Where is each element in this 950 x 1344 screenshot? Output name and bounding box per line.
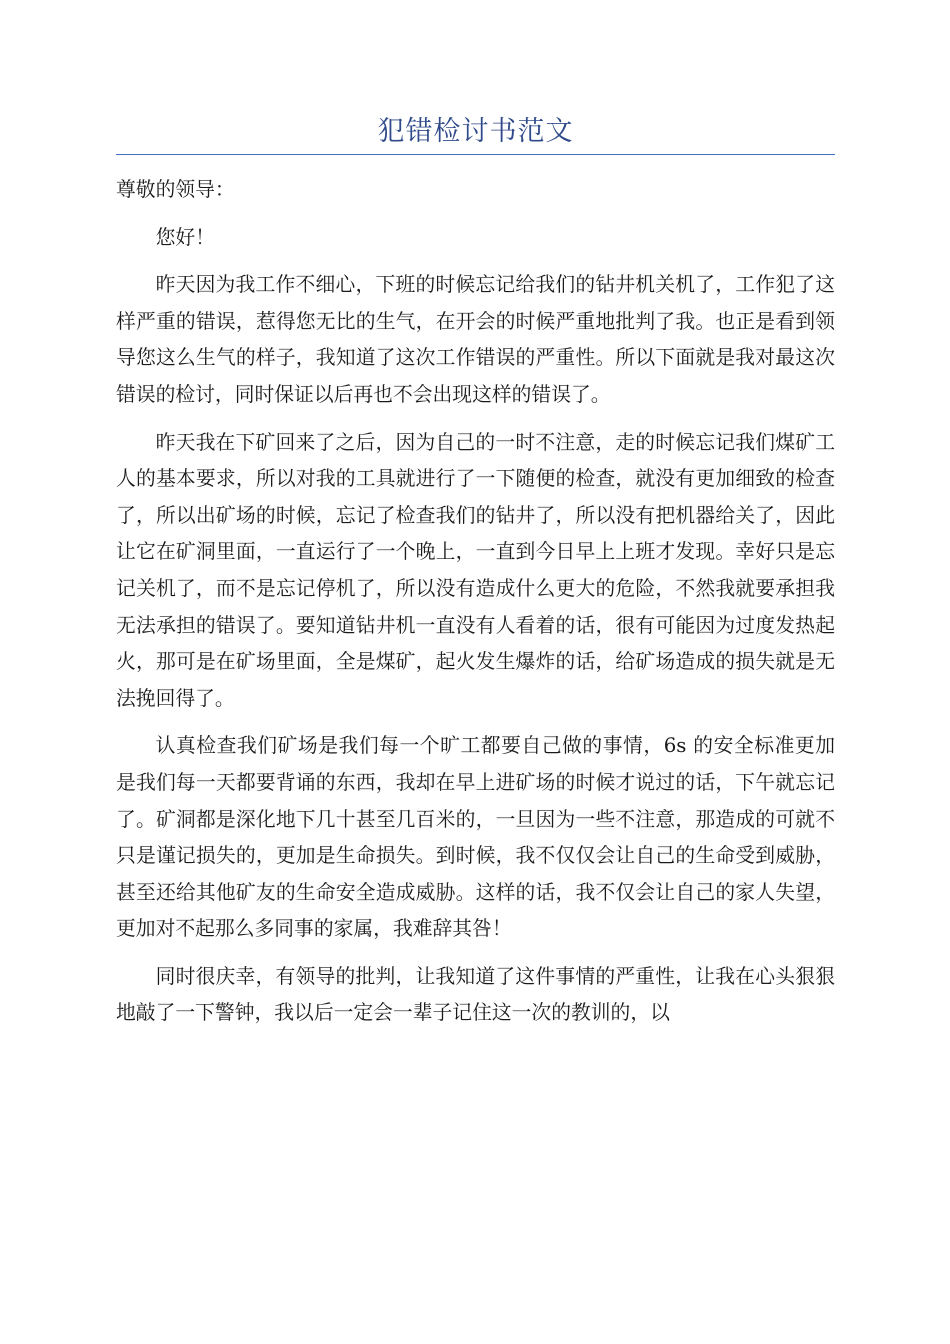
title-underline bbox=[116, 154, 835, 155]
paragraph-1: 昨天因为我工作不细心，下班的时候忘记给我们的钻井机关机了，工作犯了这样严重的错误，惹得您无比的生气，在开会的时候严重地批判了我。也正是看到领导您这么生气的样子，我知道了这次工作错误的严重性。所以下面就是我对最这次错误的检讨，同时保证以后再也不会出现这样的错误了。 bbox=[116, 273, 835, 406]
greeting: 您好！ bbox=[155, 225, 215, 249]
document-title: 犯错检讨书范文 bbox=[377, 116, 574, 147]
paragraph-3: 认真检查我们矿场是我们每一个旷工都要自己做的事情，6s 的安全标准更加是我们每一天都要背诵的东西，我却在早上进矿场的时候才说过的话，下午就忘记了。矿洞都是深化地下几十甚至几百米的，一旦因为一些不注意，那造成的可就不只是谨记损失的，更加是生命损失。到时候，我不仅仅会让自己的生命受到威胁，甚至还给其他矿友的生命安全造成威胁。这样的话，我不仅会让自己的家人失望，更加对不起那么多同事的家属，我难辞其咎！ bbox=[116, 734, 835, 941]
paragraph-2: 昨天我在下矿回来了之后，因为自己的一时不注意，走的时候忘记我们煤矿工人的基本要求，所以对我的工具就进行了一下随便的检查，就没有更加细致的检查了，所以出矿场的时候，忘记了检查我们的钻井了，所以没有把机器给关了，因此让它在矿洞里面，一直运行了一个晚上，一直到今日早上上班才发现。幸好只是忘记关机了，而不是忘记停机了，所以没有造成什么更大的危险，不然我就要承担我无法承担的错误了。要知道钻井机一直没有人看着的话，很有可能因为过度发热起火，那可是在矿场里面，全是煤矿，起火发生爆炸的话，给矿场造成的损失就是无法挽回得了。 bbox=[116, 430, 835, 710]
document-body bbox=[116, 172, 835, 1043]
salutation: 尊敬的领导： bbox=[116, 178, 235, 201]
paragraph-4: 同时很庆幸，有领导的批判，让我知道了这件事情的严重性，让我在心头狠狠地敲了一下警钟，我以后一定会一辈子记住这一次的教训的，以 bbox=[116, 964, 835, 1025]
